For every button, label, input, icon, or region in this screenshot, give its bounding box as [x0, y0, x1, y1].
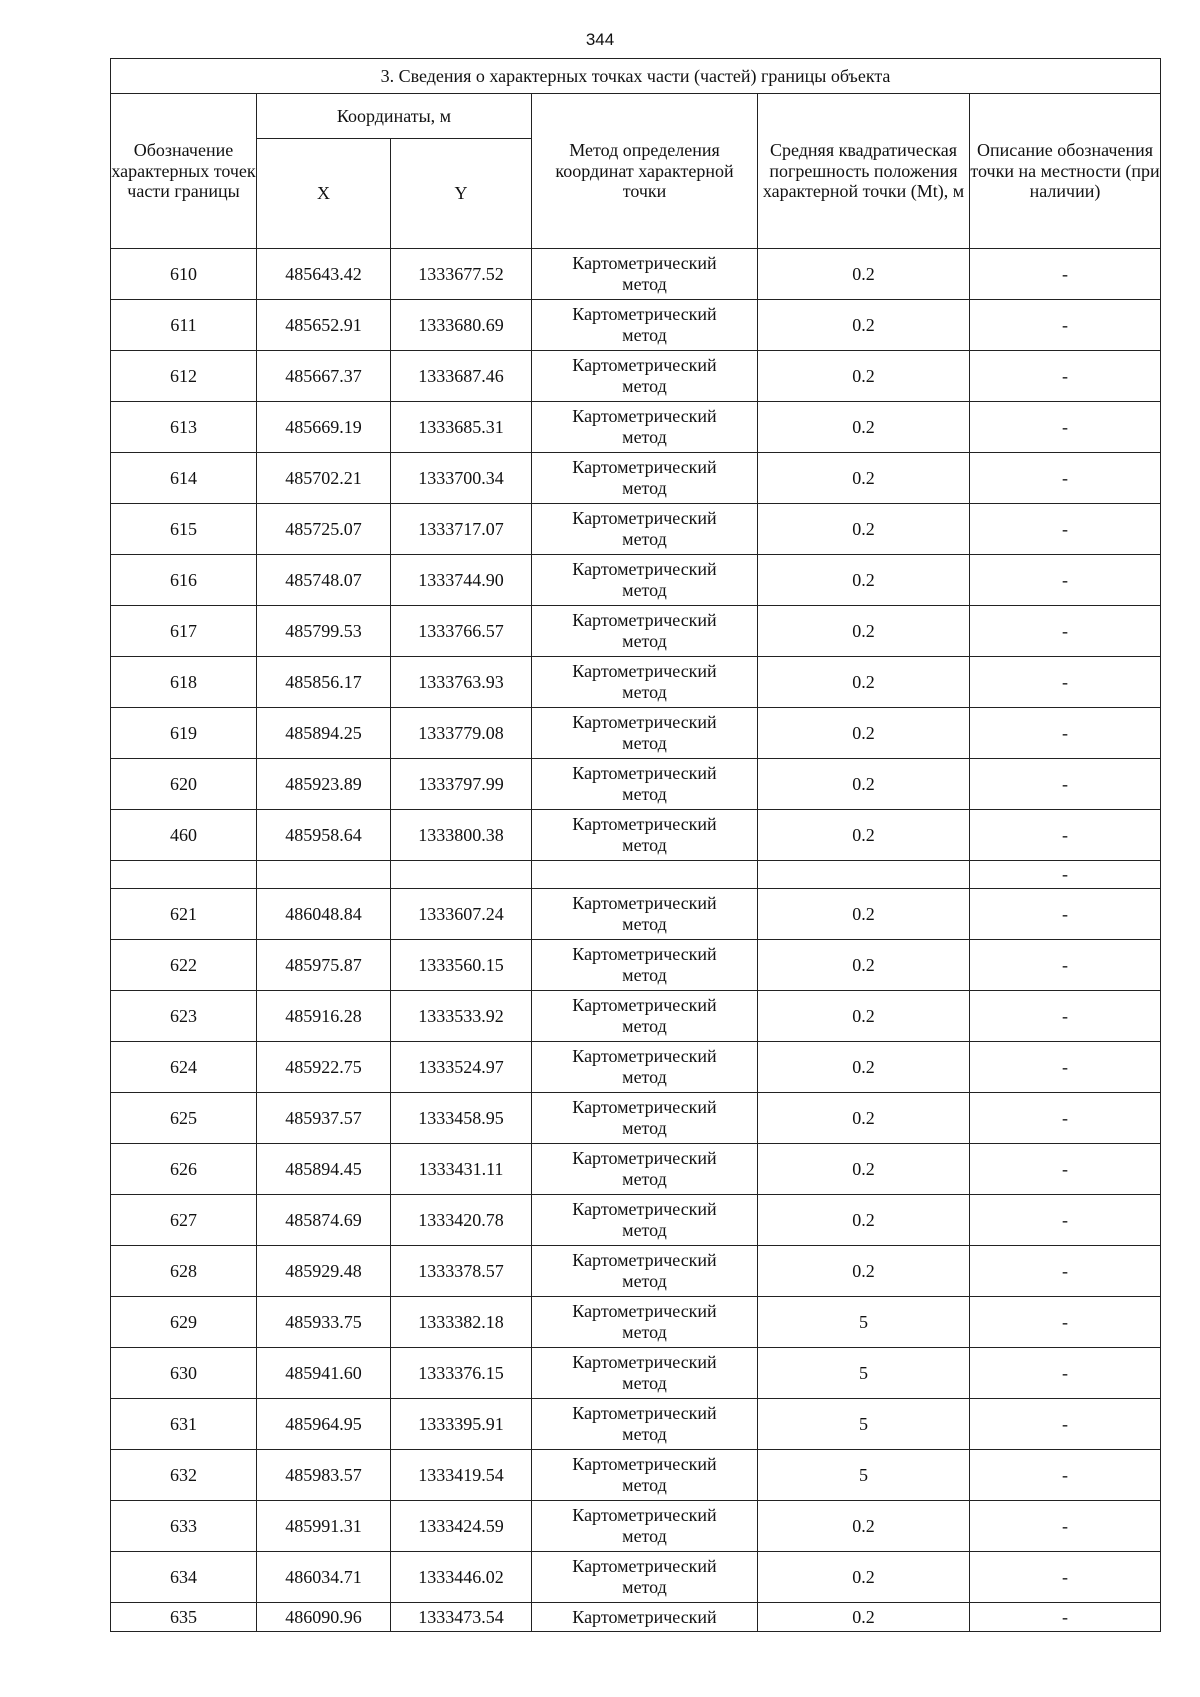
cell-accuracy: 0.2	[758, 889, 970, 940]
table-row	[111, 1348, 1161, 1399]
cell-x: 486048.84	[257, 889, 391, 940]
cell-method	[532, 1348, 758, 1399]
cell-y: 1333766.57	[391, 606, 532, 657]
cell-y: 1333779.08	[391, 708, 532, 759]
method-line1: Картометрический	[572, 661, 717, 682]
method-line1: Картометрический	[572, 712, 717, 733]
table-row	[111, 453, 1161, 504]
cell-point-id: 613	[111, 402, 257, 453]
cell-y: 1333524.97	[391, 1042, 532, 1093]
cell-method	[532, 300, 758, 351]
table-row	[111, 1552, 1161, 1603]
cell-description: -	[970, 504, 1161, 555]
method-line1: Картометрический	[572, 508, 717, 529]
cell-y: 1333446.02	[391, 1552, 532, 1603]
cell-method	[532, 940, 758, 991]
table-row	[111, 708, 1161, 759]
method-line2: метод	[622, 1373, 667, 1393]
cell-x: 485923.89	[257, 759, 391, 810]
table-row	[111, 249, 1161, 300]
cell-method	[532, 810, 758, 861]
table-row	[111, 1246, 1161, 1297]
cell-x: 485922.75	[257, 1042, 391, 1093]
cell-description: -	[970, 991, 1161, 1042]
cell-description: -	[970, 657, 1161, 708]
cell-accuracy: 0.2	[758, 1603, 970, 1632]
table-row	[111, 759, 1161, 810]
method-line2: метод	[622, 529, 667, 549]
method-line1: Картометрический	[572, 355, 717, 376]
cell-accuracy: 0.2	[758, 810, 970, 861]
cell-x: 485975.87	[257, 940, 391, 991]
cell-point-id: 612	[111, 351, 257, 402]
cell-accuracy: 5	[758, 1348, 970, 1399]
cell-description: -	[970, 1042, 1161, 1093]
cell-point-id: 632	[111, 1450, 257, 1501]
cell-description: -	[970, 555, 1161, 606]
header-x: X	[257, 139, 391, 249]
cell-x: 485799.53	[257, 606, 391, 657]
method-line1: Картометрический	[572, 610, 717, 631]
method-line1: Картометрический	[572, 1505, 717, 1526]
cell-x: 485983.57	[257, 1450, 391, 1501]
cell-accuracy: 5	[758, 1450, 970, 1501]
cell-method	[532, 1501, 758, 1552]
method-line1: Картометрический	[572, 1454, 717, 1475]
cell-y: 1333717.07	[391, 504, 532, 555]
cell-y: 1333419.54	[391, 1450, 532, 1501]
cell-y: 1333687.46	[391, 351, 532, 402]
cell-accuracy: 0.2	[758, 249, 970, 300]
cell-description: -	[970, 1246, 1161, 1297]
cell-accuracy: 0.2	[758, 1042, 970, 1093]
method-line1: Картометрический	[572, 814, 717, 835]
cell-y: 1333431.11	[391, 1144, 532, 1195]
empty-cell	[758, 861, 970, 889]
cell-y: 1333473.54	[391, 1603, 532, 1632]
cell-accuracy: 0.2	[758, 759, 970, 810]
cell-y: 1333376.15	[391, 1348, 532, 1399]
table-row	[111, 1501, 1161, 1552]
cell-point-id: 619	[111, 708, 257, 759]
method-line2: метод	[622, 1526, 667, 1546]
cell-accuracy: 0.2	[758, 708, 970, 759]
cell-y: 1333680.69	[391, 300, 532, 351]
cell-x: 486034.71	[257, 1552, 391, 1603]
method-line2: метод	[622, 376, 667, 396]
cell-point-id: 627	[111, 1195, 257, 1246]
cell-accuracy: 0.2	[758, 300, 970, 351]
cell-accuracy: 0.2	[758, 1552, 970, 1603]
table-row	[111, 940, 1161, 991]
method-line2: метод	[622, 784, 667, 804]
cell-description: -	[970, 1144, 1161, 1195]
method-line2: метод	[622, 631, 667, 651]
cell-description: -	[970, 759, 1161, 810]
cell-x: 485964.95	[257, 1399, 391, 1450]
cell-x: 485937.57	[257, 1093, 391, 1144]
method-line2: метод	[622, 1322, 667, 1342]
cell-accuracy: 5	[758, 1297, 970, 1348]
cell-method	[532, 1552, 758, 1603]
table-row	[111, 861, 1161, 889]
cell-description: -	[970, 940, 1161, 991]
cell-description: -	[970, 351, 1161, 402]
cell-accuracy: 0.2	[758, 1093, 970, 1144]
table-row	[111, 991, 1161, 1042]
cell-y: 1333607.24	[391, 889, 532, 940]
cell-x: 485929.48	[257, 1246, 391, 1297]
method-line1: Картометрический	[572, 1046, 717, 1067]
cell-method	[532, 555, 758, 606]
table-row	[111, 555, 1161, 606]
cell-x: 485856.17	[257, 657, 391, 708]
method-line1: Картометрический	[572, 944, 717, 965]
cell-method	[532, 1246, 758, 1297]
method-line2: метод	[622, 1067, 667, 1087]
cell-x: 485702.21	[257, 453, 391, 504]
cell-method	[532, 759, 758, 810]
cell-point-id: 635	[111, 1603, 257, 1632]
cell-method	[532, 991, 758, 1042]
method-line2: метод	[622, 580, 667, 600]
cell-method	[532, 402, 758, 453]
header-description: Описание обозначения точки на местности (при наличии)	[970, 94, 1161, 249]
method-line2: метод	[622, 274, 667, 294]
cell-point-id: 634	[111, 1552, 257, 1603]
method-line2: метод	[622, 1475, 667, 1495]
table-row	[111, 1093, 1161, 1144]
method-line1: Картометрический	[572, 1606, 717, 1627]
method-line2: метод	[622, 1271, 667, 1291]
cell-accuracy: 0.2	[758, 453, 970, 504]
table-row	[111, 1297, 1161, 1348]
cell-point-id: 617	[111, 606, 257, 657]
method-line1: Картометрический	[572, 304, 717, 325]
header-method: Метод определения координат характерной точки	[532, 94, 758, 249]
cell-point-id: 620	[111, 759, 257, 810]
method-line1: Картометрический	[572, 1556, 717, 1577]
cell-point-id: 624	[111, 1042, 257, 1093]
table-row	[111, 351, 1161, 402]
cell-point-id: 631	[111, 1399, 257, 1450]
cell-x: 485669.19	[257, 402, 391, 453]
cell-x: 485725.07	[257, 504, 391, 555]
cell-y: 1333685.31	[391, 402, 532, 453]
cell-point-id: 623	[111, 991, 257, 1042]
cell-method	[532, 1093, 758, 1144]
cell-description: -	[970, 606, 1161, 657]
cell-point-id: 626	[111, 1144, 257, 1195]
table-row	[111, 1042, 1161, 1093]
table-row	[111, 1603, 1161, 1632]
cell-x: 485991.31	[257, 1501, 391, 1552]
cell-accuracy: 0.2	[758, 402, 970, 453]
boundary-points-table	[110, 58, 1161, 1632]
method-line2: метод	[622, 965, 667, 985]
method-line2: метод	[622, 427, 667, 447]
method-line1: Картометрический	[572, 1097, 717, 1118]
cell-point-id: 625	[111, 1093, 257, 1144]
cell-point-id: 629	[111, 1297, 257, 1348]
cell-description: -	[970, 1501, 1161, 1552]
cell-accuracy: 0.2	[758, 504, 970, 555]
cell-point-id: 633	[111, 1501, 257, 1552]
table-row	[111, 810, 1161, 861]
method-line1: Картометрический	[572, 1199, 717, 1220]
header-designation: Обозначение характерных точек части границы	[111, 94, 257, 249]
cell-point-id: 611	[111, 300, 257, 351]
table-row	[111, 657, 1161, 708]
cell-x: 485652.91	[257, 300, 391, 351]
cell-y: 1333378.57	[391, 1246, 532, 1297]
cell-method	[532, 504, 758, 555]
cell-method	[532, 1297, 758, 1348]
method-line1: Картометрический	[572, 559, 717, 580]
cell-description: -	[970, 300, 1161, 351]
table-row	[111, 1399, 1161, 1450]
cell-description: -	[970, 1348, 1161, 1399]
method-line1: Картометрический	[572, 1301, 717, 1322]
cell-y: 1333458.95	[391, 1093, 532, 1144]
cell-x: 485643.42	[257, 249, 391, 300]
cell-method	[532, 657, 758, 708]
cell-method	[532, 1042, 758, 1093]
method-line1: Картометрический	[572, 1352, 717, 1373]
method-line1: Картометрический	[572, 893, 717, 914]
cell-y: 1333763.93	[391, 657, 532, 708]
cell-x: 486090.96	[257, 1603, 391, 1632]
method-line2: метод	[622, 835, 667, 855]
cell-description: -	[970, 889, 1161, 940]
cell-point-id: 460	[111, 810, 257, 861]
table-row	[111, 1144, 1161, 1195]
cell-accuracy: 0.2	[758, 351, 970, 402]
cell-method	[532, 1603, 758, 1632]
cell-description: -	[970, 453, 1161, 504]
method-line2: метод	[622, 733, 667, 753]
cell-description: -	[970, 708, 1161, 759]
cell-x: 485941.60	[257, 1348, 391, 1399]
cell-x: 485894.25	[257, 708, 391, 759]
cell-x: 485916.28	[257, 991, 391, 1042]
cell-description: -	[970, 1552, 1161, 1603]
method-line2: метод	[622, 1424, 667, 1444]
method-line2: метод	[622, 325, 667, 345]
cell-description: -	[970, 1195, 1161, 1246]
cell-y: 1333395.91	[391, 1399, 532, 1450]
cell-method	[532, 606, 758, 657]
cell-description: -	[970, 1297, 1161, 1348]
cell-x: 485874.69	[257, 1195, 391, 1246]
method-line1: Картометрический	[572, 406, 717, 427]
cell-y: 1333424.59	[391, 1501, 532, 1552]
method-line2: метод	[622, 478, 667, 498]
method-line2: метод	[622, 914, 667, 934]
method-line2: метод	[622, 1577, 667, 1597]
cell-method	[532, 1144, 758, 1195]
method-line2: метод	[622, 1118, 667, 1138]
cell-accuracy: 0.2	[758, 991, 970, 1042]
method-line2: метод	[622, 1169, 667, 1189]
cell-method	[532, 1450, 758, 1501]
cell-point-id: 622	[111, 940, 257, 991]
empty-cell	[532, 861, 758, 889]
empty-cell	[391, 861, 532, 889]
header-coordinates: Координаты, м	[257, 94, 532, 139]
cell-point-id: 615	[111, 504, 257, 555]
method-line1: Картометрический	[572, 457, 717, 478]
cell-description: -	[970, 861, 1161, 889]
cell-accuracy: 0.2	[758, 606, 970, 657]
cell-point-id: 628	[111, 1246, 257, 1297]
cell-method	[532, 889, 758, 940]
table-row	[111, 889, 1161, 940]
cell-description: -	[970, 1093, 1161, 1144]
cell-description: -	[970, 810, 1161, 861]
method-line2: метод	[622, 1220, 667, 1240]
cell-method	[532, 351, 758, 402]
cell-method	[532, 453, 758, 504]
method-line1: Картометрический	[572, 1148, 717, 1169]
cell-description: -	[970, 1450, 1161, 1501]
empty-cell	[111, 861, 257, 889]
cell-x: 485933.75	[257, 1297, 391, 1348]
cell-accuracy: 0.2	[758, 940, 970, 991]
cell-y: 1333700.34	[391, 453, 532, 504]
cell-accuracy: 0.2	[758, 657, 970, 708]
cell-method	[532, 1195, 758, 1246]
cell-y: 1333797.99	[391, 759, 532, 810]
cell-y: 1333560.15	[391, 940, 532, 991]
cell-description: -	[970, 402, 1161, 453]
table-title: 3. Сведения о характерных точках части (частей) границы объекта	[111, 59, 1161, 94]
cell-description: -	[970, 1603, 1161, 1632]
cell-y: 1333800.38	[391, 810, 532, 861]
cell-accuracy: 0.2	[758, 555, 970, 606]
method-line1: Картометрический	[572, 995, 717, 1016]
cell-description: -	[970, 249, 1161, 300]
cell-x: 485958.64	[257, 810, 391, 861]
cell-method	[532, 708, 758, 759]
table-row	[111, 606, 1161, 657]
method-line2: метод	[622, 682, 667, 702]
cell-accuracy: 0.2	[758, 1195, 970, 1246]
cell-point-id: 616	[111, 555, 257, 606]
cell-point-id: 621	[111, 889, 257, 940]
empty-cell	[257, 861, 391, 889]
table-row	[111, 300, 1161, 351]
table-row	[111, 1195, 1161, 1246]
cell-method	[532, 1399, 758, 1450]
cell-point-id: 610	[111, 249, 257, 300]
table-row	[111, 1450, 1161, 1501]
cell-y: 1333420.78	[391, 1195, 532, 1246]
method-line1: Картометрический	[572, 763, 717, 784]
cell-point-id: 618	[111, 657, 257, 708]
method-line1: Картометрический	[572, 1250, 717, 1271]
cell-x: 485748.07	[257, 555, 391, 606]
cell-y: 1333382.18	[391, 1297, 532, 1348]
cell-y: 1333533.92	[391, 991, 532, 1042]
table-row	[111, 504, 1161, 555]
cell-point-id: 630	[111, 1348, 257, 1399]
cell-point-id: 614	[111, 453, 257, 504]
method-line1: Картометрический	[572, 1403, 717, 1424]
header-y: Y	[391, 139, 532, 249]
table-row	[111, 402, 1161, 453]
cell-y: 1333677.52	[391, 249, 532, 300]
cell-y: 1333744.90	[391, 555, 532, 606]
cell-description: -	[970, 1399, 1161, 1450]
cell-method	[532, 249, 758, 300]
cell-x: 485667.37	[257, 351, 391, 402]
cell-accuracy: 0.2	[758, 1501, 970, 1552]
cell-accuracy: 0.2	[758, 1246, 970, 1297]
header-accuracy: Средняя квадратическая погрешность положения характерной точки (Mt), м	[758, 94, 970, 249]
method-line2: метод	[622, 1016, 667, 1036]
cell-x: 485894.45	[257, 1144, 391, 1195]
cell-accuracy: 5	[758, 1399, 970, 1450]
table-body	[111, 249, 1161, 1632]
page-number: 344	[585, 30, 615, 49]
cell-accuracy: 0.2	[758, 1144, 970, 1195]
method-line1: Картометрический	[572, 253, 717, 274]
